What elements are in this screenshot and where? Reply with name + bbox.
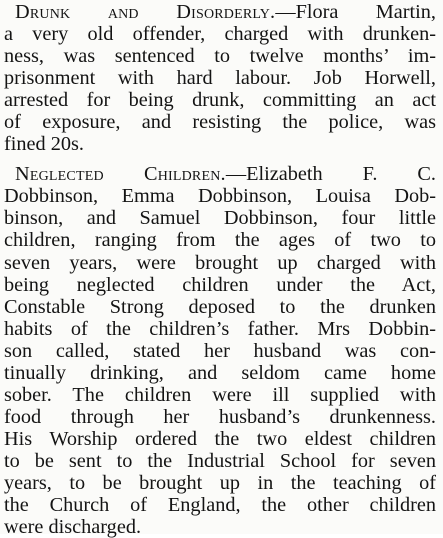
article-line: seven years, were brought up charged with [4,251,436,274]
article-first-line [4,163,436,185]
article-line: son called, stated her husband was con- [4,339,436,362]
article-separator [4,155,443,163]
article-first-line-text: —Flora Martin, [275,1,436,23]
article-line: were discharged. [4,516,142,538]
article-neglected-children [4,163,443,538]
article-line: ness, was sentenced to twelve months’ im- [4,45,436,68]
article-line: children, ranging from the ages of two to [4,229,436,252]
article-line: binson, and Samuel Dobbinson, four little [4,207,436,230]
article-line: a very old offender, charged with drunken- [4,23,436,46]
article-line: fined 20s. [4,133,84,156]
article-line: habits of the children’s father. Mrs Dobbin- [4,317,436,340]
article-line: sober. The children were ill supplied with [4,383,436,406]
article-line: being neglected children under the Act, [4,273,436,296]
article-line: Dobbinson, Emma Dobbinson, Louisa Dob- [4,185,436,208]
article-line: food through her husband’s drunkenness. [4,405,436,428]
article-line: arrested for being drunk, committing an act [4,89,436,112]
article-line: the Church of England, the other children [4,494,436,517]
article-heading: Drunk and Disorderly. [15,1,276,23]
article-line: His Worship ordered the two eldest children [4,427,436,450]
article-drunk-and-disorderly [4,1,443,155]
article-heading: Neglected Children. [15,163,226,186]
article-line: tinually drinking, and seldom came home [4,361,436,384]
article-line: to be sent to the Industrial School for seven [4,449,436,472]
article-line: Constable Strong deposed to the drunken [4,295,436,318]
article-first-line-text: —Elizabeth F. C. [225,163,436,186]
article-line: prisonment with hard labour. Job Horwell, [4,67,436,90]
article-line: years, to be brought up in the teaching of [4,471,436,494]
article-line: of exposure, and resisting the police, was [4,111,436,134]
article-first-line [4,1,436,23]
